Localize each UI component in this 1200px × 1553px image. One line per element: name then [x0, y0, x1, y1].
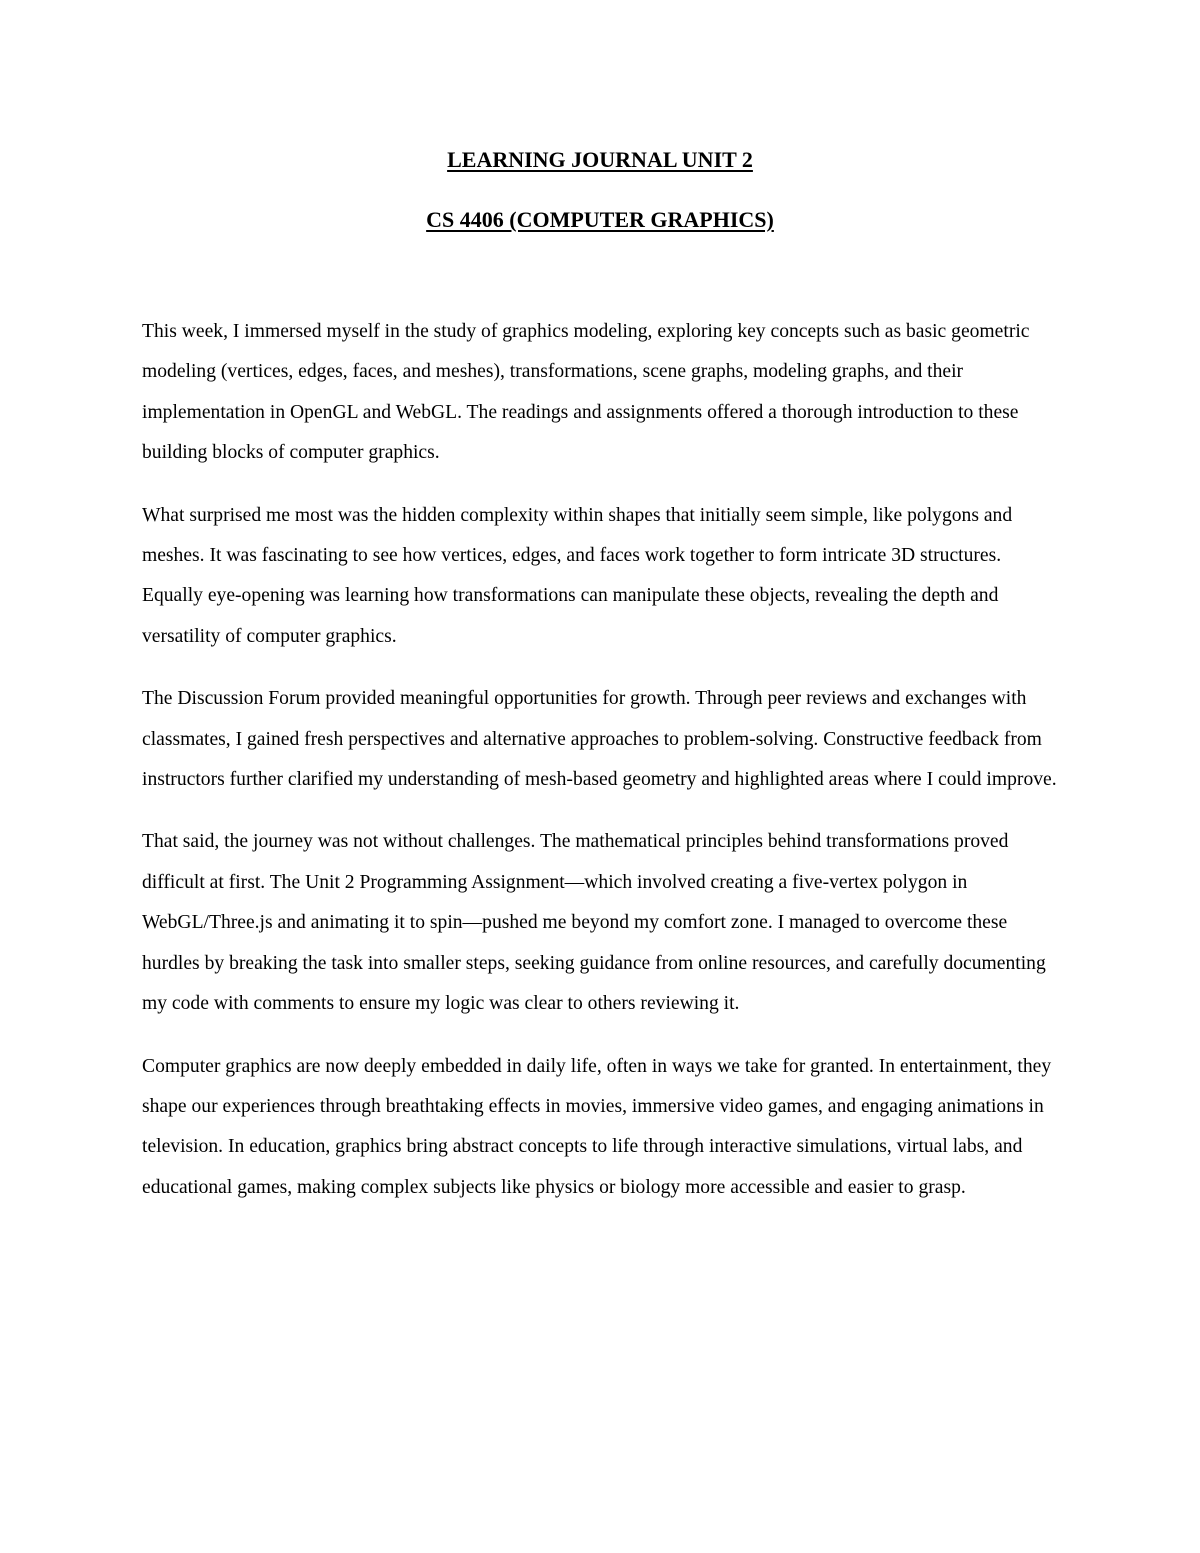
paragraph-introduction: This week, I immersed myself in the study of graphics modeling, exploring key concepts such as basic geometric modeling (vertices, edges, faces, and meshes), transformations, scene graphs, modeling graphs, and their implementation in OpenGL and WebGL. The readings and assignments offered a thorough introduction to these building blocks of computer graphics. — [142, 321, 1030, 464]
document-subtitle: CS 4406 (COMPUTER GRAPHICS) — [426, 207, 774, 232]
paragraph-surprise: What surprised me most was the hidden complexity within shapes that initially seem simple, like polygons and meshes. It was fascinating to see how vertices, edges, and faces work together to form intricate 3D structures. Equally eye-opening was learning how transformations can manipulate these objects, revealing the depth and versatility of computer graphics. — [142, 504, 1013, 647]
document-title: LEARNING JOURNAL UNIT 2 — [447, 147, 753, 172]
paragraph-challenges: That said, the journey was not without challenges. The mathematical principles behind transformations proved difficult at first. The Unit 2 Programming Assignment—which involved creating a five-vertex polygon in WebGL/Three.js and animating it to spin—pushed me beyond my comfort zone. I managed to overcome these hurdles by breaking the task into smaller steps, seeking guidance from online resources, and carefully documenting my code with comments to ensure my logic was clear to others reviewing it. — [142, 831, 1046, 1015]
paragraph-daily-life: Computer graphics are now deeply embedded in daily life, often in ways we take for granted. In entertainment, they shape our experiences through breathtaking effects in movies, immersive video games, and engaging animations in television. In education, graphics bring abstract concepts to life through interactive simulations, virtual labs, and educational games, making complex subjects like physics or biology more accessible and easier to grasp. — [142, 1055, 1052, 1198]
document-body — [142, 312, 1060, 1230]
paragraph-discussion-forum: The Discussion Forum provided meaningful opportunities for growth. Through peer reviews and exchanges with classmates, I gained fresh perspectives and alternative approaches to problem-solving. Constructive feedback from instructors further clarified my understanding of mesh-based geometry and highlighted areas where I could improve. — [142, 688, 1057, 791]
